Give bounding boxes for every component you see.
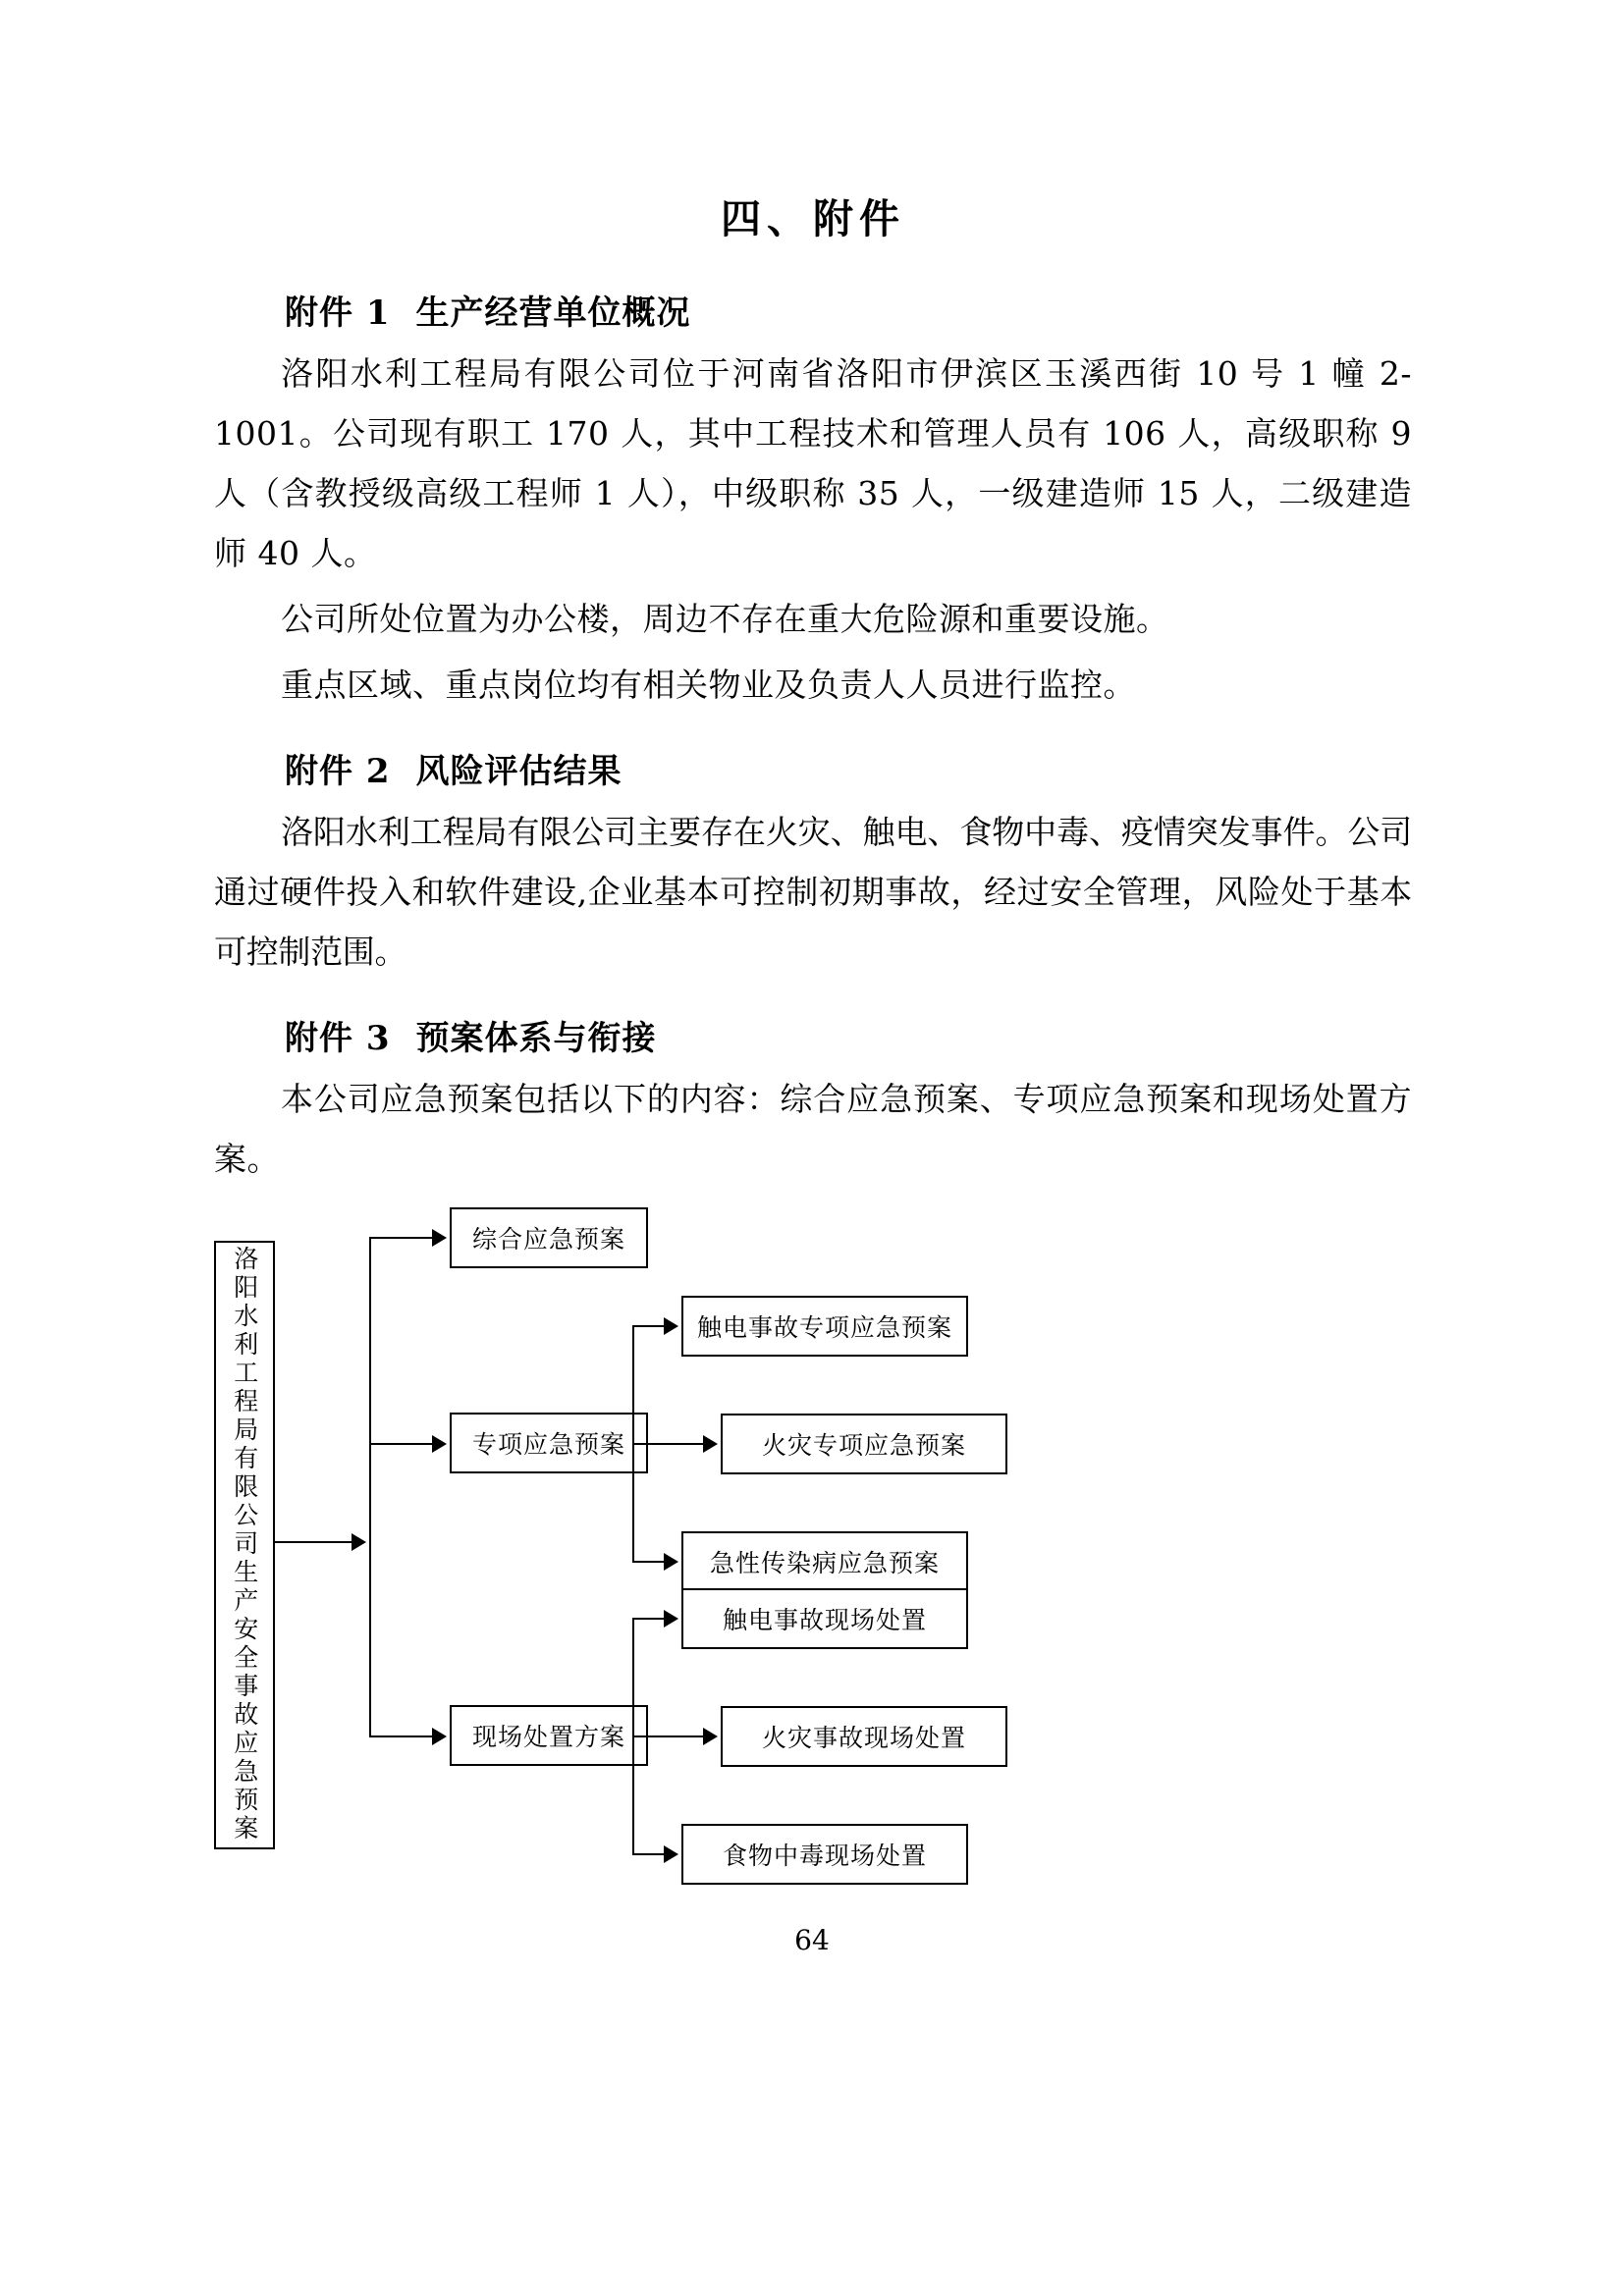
branch2-sub-line: [648, 1443, 703, 1445]
section-attachment-3: [214, 1011, 1412, 1189]
section-2-number: 附件 2: [285, 752, 391, 792]
branch3-arrow: [432, 1728, 447, 1745]
section-3-heading: [214, 1011, 1412, 1059]
diagram-node-comprehensive-plan: 综合应急预案: [450, 1207, 648, 1268]
section-attachment-2: [214, 744, 1412, 982]
diagram-root-node: 洛阳水利工程局有限公司生产安全事故应急预案: [214, 1241, 275, 1849]
branch3-child3-arrow: [664, 1845, 678, 1863]
diagram-node-fire-special: 火灾专项应急预案: [721, 1414, 1007, 1474]
branch1-arrow: [432, 1229, 447, 1247]
root-connector-line: [275, 1541, 352, 1543]
branch3-sub-line: [648, 1735, 703, 1737]
branch2-child1-line: [632, 1325, 664, 1327]
section-3-number: 附件 3: [285, 1019, 391, 1059]
diagram-node-food-onsite: 食物中毒现场处置: [681, 1824, 968, 1885]
emergency-plan-system-diagram: [214, 1219, 1412, 1906]
section-1-paragraph-3: 重点区域、重点岗位均有相关物业及负责人人员进行监控。: [281, 666, 1136, 705]
branch2-child2-arrow: [703, 1435, 718, 1453]
branch3-child2-arrow: [703, 1728, 718, 1745]
section-3-paragraph-1: 本公司应急预案包括以下的内容：综合应急预案、专项应急预案和现场处置方案。: [214, 1080, 1412, 1179]
branch2-child3-line: [632, 1561, 664, 1563]
branch2-child1-arrow: [664, 1317, 678, 1335]
page-title: 四、附件: [721, 195, 905, 242]
diagram-node-special-plan: 专项应急预案: [450, 1413, 648, 1473]
section-3-title: 预案体系与衔接: [415, 1019, 657, 1059]
branch2-line: [369, 1443, 432, 1445]
section-2-heading: [214, 744, 1412, 792]
branch3-child1-arrow: [664, 1610, 678, 1628]
branch2-child3-arrow: [664, 1553, 678, 1571]
page-content: [214, 187, 1412, 1906]
section-1-title: 生产经营单位概况: [415, 294, 691, 333]
trunk-vertical-line: [369, 1237, 371, 1735]
page-number: 64: [794, 1924, 830, 1956]
root-connector-arrow: [352, 1533, 366, 1551]
branch2-arrow: [432, 1435, 447, 1453]
diagram-node-electric-special: 触电事故专项应急预案: [681, 1296, 968, 1357]
section-1-paragraph-2: 公司所处位置为办公楼，周边不存在重大危险源和重要设施。: [281, 600, 1169, 639]
section-1-paragraph-1: 洛阳水利工程局有限公司位于河南省洛阳市伊滨区玉溪西街 10 号 1 幢 2-1001。公司现有职工 170 人，其中工程技术和管理人员有 106 人，高级职称 9 人（含教授级高级工程师 1 人），中级职称 35 人，一级建造师 15 人，二级建造师 40 人。: [214, 354, 1412, 573]
branch3-child3-line: [632, 1853, 664, 1855]
diagram-node-electric-onsite: 触电事故现场处置: [681, 1588, 968, 1649]
section-1-heading: [214, 286, 1412, 334]
diagram-node-onsite-plan: 现场处置方案: [450, 1705, 648, 1766]
branch3-sub-connector: [632, 1735, 648, 1737]
section-2-paragraph-1: 洛阳水利工程局有限公司主要存在火灾、触电、食物中毒、疫情突发事件。公司通过硬件投入和软件建设,企业基本可控制初期事故，经过安全管理，风险处于基本可控制范围。: [214, 813, 1412, 972]
section-1-number: 附件 1: [285, 294, 391, 333]
branch2-sub-connector: [632, 1443, 648, 1445]
section-attachment-1: [214, 286, 1412, 715]
diagram-node-fire-onsite: 火灾事故现场处置: [721, 1706, 1007, 1767]
branch3-line: [369, 1735, 432, 1737]
diagram-node-infection-special: 急性传染病应急预案: [681, 1531, 968, 1592]
section-2-title: 风险评估结果: [415, 752, 623, 792]
branch1-line: [369, 1237, 432, 1239]
branch3-child1-line: [632, 1618, 664, 1620]
